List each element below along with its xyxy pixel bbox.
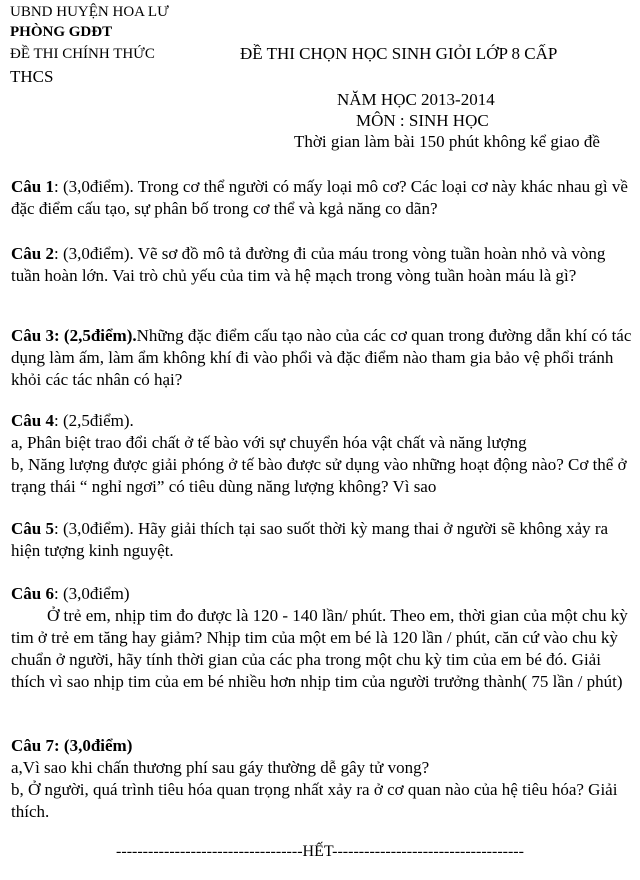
question-points: (3,0điểm) (59, 736, 133, 755)
question-4 (11, 410, 633, 498)
question-part-b: b, Năng lượng được giải phóng ở tế bào được sử dụng vào những hoạt động nào? Cơ thể ở trạng thái “ nghỉ ngơi” có tiêu dùng năng lượng không? Vì sao (11, 455, 627, 496)
question-2 (11, 243, 633, 287)
question-part-a: a,Vì sao khi chấn thương phí sau gáy thường dễ gây tử vong? (11, 758, 430, 777)
question-points: (2,5điểm). (59, 326, 137, 345)
time-note: Thời gian làm bài 150 phút không kể giao đề (294, 132, 600, 151)
question-points: : (3,0điểm). (53, 244, 134, 263)
org-line-2: PHÒNG GDĐT (10, 24, 113, 40)
question-text: Trong cơ thể người có mấy loại mô cơ? Các loại cơ này khác nhau gì về đặc điểm cấu tạo, sự phân bố trong cơ thể và kgả năng co dãn? (11, 177, 628, 218)
question-label: Câu 5 (11, 519, 54, 538)
question-text: Vẽ sơ đồ mô tả đường đi của máu trong vòng tuần hoàn nhỏ và vòng tuần hoàn lớn. Vai trò chủ yếu của tim và hệ mạch trong vòng tuần hoàn máu là gì? (11, 244, 606, 285)
question-part-b: b, Ở người, quá trình tiêu hóa quan trọng nhất xảy ra ở cơ quan nào của hệ tiêu hóa? Giải thích. (11, 780, 618, 821)
question-label: Câu 1 (11, 177, 54, 196)
question-6 (11, 583, 633, 693)
exam-level: THCS (10, 67, 54, 86)
question-text: Hãy giải thích tại sao suốt thời kỳ mang thai ở người sẽ không xảy ra hiện tượng kinh nguyệt. (11, 519, 609, 560)
question-7 (11, 735, 633, 823)
question-label: Câu 3: (11, 326, 60, 345)
question-label: Câu 6 (11, 584, 54, 603)
question-points: : (2,5điểm). (53, 411, 134, 430)
question-label: Câu 4 (11, 411, 54, 430)
question-1 (11, 176, 633, 220)
question-points: : (3,0điểm) (53, 584, 130, 603)
official-exam-label: ĐỀ THI CHÍNH THỨC (10, 46, 155, 62)
end-marker: -----------------------------------HẾT------------------------------------ (116, 843, 524, 860)
question-text: Những đặc điểm cấu tạo nào của các cơ quan trong đường dẫn khí có tác dụng làm ấm, làm ẩm không khí đi vào phổi và đặc điểm nào tham gia bảo vệ phổi tránh khỏi các tác nhân có hại? (11, 326, 632, 389)
question-3 (11, 325, 633, 391)
question-body: Ở trẻ em, nhịp tim đo được là 120 - 140 lần/ phút. Theo em, thời gian của một chu kỳ tim ở trẻ em tăng hay giảm? Nhịp tim của một em bé là 120 lần / phút, căn cứ vào chu kỳ chuẩn ở người, hãy tính thời gian của các pha trong một chu kỳ tim của em bé đó. Giải thích vì sao nhịp tim của em bé nhiều hơn nhịp tim của người trưởng thành( 75 lần / phút) (11, 606, 628, 691)
subject: MÔN : SINH HỌC (356, 111, 489, 130)
question-part-a: a, Phân biệt trao đổi chất ở tế bào với sự chuyển hóa vật chất và năng lượng (11, 433, 527, 452)
exam-title: ĐỀ THI CHỌN HỌC SINH GIỎI LỚP 8 CẤP (240, 44, 558, 63)
question-points: : (3,0điểm). (53, 177, 134, 196)
question-points: : (3,0điểm). (53, 519, 134, 538)
question-label: Câu 2 (11, 244, 54, 263)
org-line-1: UBND HUYỆN HOA LƯ (10, 4, 169, 20)
question-5 (11, 518, 633, 562)
question-label: Câu 7: (11, 736, 60, 755)
school-year: NĂM HỌC 2013-2014 (337, 90, 495, 109)
